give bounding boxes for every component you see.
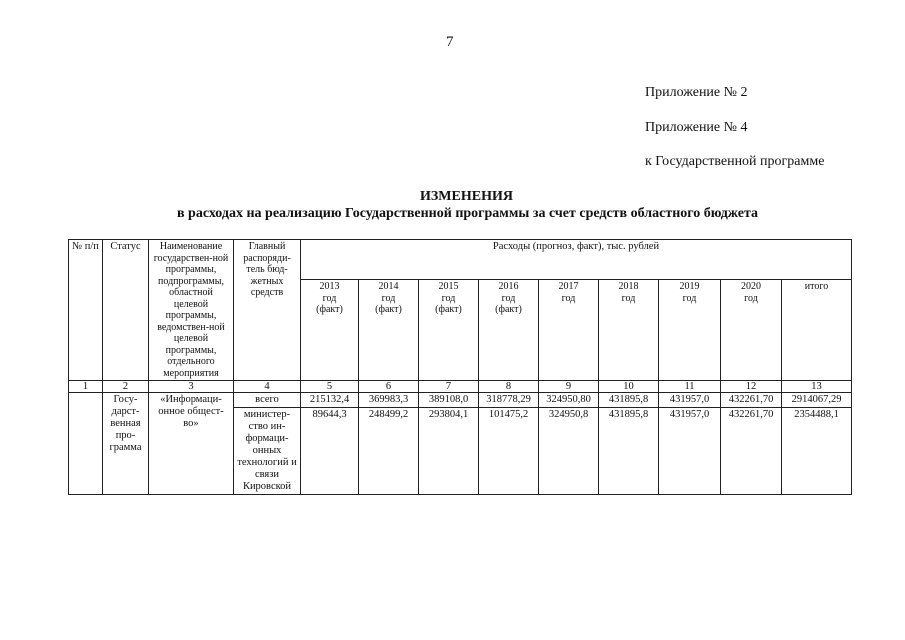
- annex-reference-2: Приложение № 2: [645, 85, 748, 100]
- header-budget-manager: Главный распоряди-тель бюд-жетных средств: [234, 240, 301, 381]
- column-number: 2: [103, 381, 149, 393]
- value-cell: 215132,4: [301, 393, 359, 408]
- table-row: [69, 393, 852, 408]
- header-year: 2020 год: [721, 280, 782, 381]
- column-number: 3: [149, 381, 234, 393]
- row-num-cell: [69, 393, 103, 495]
- annex-reference-4: Приложение № 4: [645, 120, 748, 135]
- header-program-name: Наименование государствен-ной программы, подпрограммы, областной целевой программы, ведомствен-ной целевой программы, отдельного мероприятия: [149, 240, 234, 381]
- column-number: 9: [539, 381, 599, 393]
- value-cell: 101475,2: [479, 408, 539, 495]
- annex-program-reference: к Государственной программе: [645, 154, 825, 169]
- value-cell: 431957,0: [659, 393, 721, 408]
- value-cell: 324950,80: [539, 393, 599, 408]
- value-cell: 431957,0: [659, 408, 721, 495]
- column-number: 6: [359, 381, 419, 393]
- header-status: Статус: [103, 240, 149, 381]
- header-expenses: Расходы (прогноз, факт), тыс. рублей: [301, 240, 852, 280]
- value-cell: 431895,8: [599, 408, 659, 495]
- row-manager-cell: министер-ство ин-формаци-онных технологий и связи Кировской: [234, 408, 301, 495]
- row-program-name-cell: «Информаци-онное общест-во»: [149, 393, 234, 495]
- column-number: 7: [419, 381, 479, 393]
- table-header-row: [69, 240, 852, 280]
- page-number: 7: [446, 34, 454, 50]
- header-year: 2019 год: [659, 280, 721, 381]
- total-cell: 2354488,1: [782, 408, 852, 495]
- header-year: 2018 год: [599, 280, 659, 381]
- row-manager-cell: всего: [234, 393, 301, 408]
- column-number: 8: [479, 381, 539, 393]
- header-year: 2013 год (факт): [301, 280, 359, 381]
- column-number: 11: [659, 381, 721, 393]
- value-cell: 432261,70: [721, 393, 782, 408]
- value-cell: 432261,70: [721, 408, 782, 495]
- row-status-cell: Госу-дарст-венная про-грамма: [103, 393, 149, 495]
- header-year: 2014 год (факт): [359, 280, 419, 381]
- header-num: № п/п: [69, 240, 103, 381]
- total-cell: 2914067,29: [782, 393, 852, 408]
- value-cell: 293804,1: [419, 408, 479, 495]
- value-cell: 248499,2: [359, 408, 419, 495]
- title-subheading: в расходах на реализацию Государственной программы за счет средств областного бюджета: [176, 206, 759, 221]
- document-title: [0, 188, 905, 222]
- value-cell: 431895,8: [599, 393, 659, 408]
- header-year: 2016 год (факт): [479, 280, 539, 381]
- column-number: 13: [782, 381, 852, 393]
- column-number: 5: [301, 381, 359, 393]
- header-total: итого: [782, 280, 852, 381]
- column-number: 10: [599, 381, 659, 393]
- column-number: 1: [69, 381, 103, 393]
- column-number: 4: [234, 381, 301, 393]
- budget-changes-table: [68, 239, 852, 495]
- value-cell: 89644,3: [301, 408, 359, 495]
- value-cell: 369983,3: [359, 393, 419, 408]
- value-cell: 318778,29: [479, 393, 539, 408]
- title-heading: ИЗМЕНЕНИЯ: [420, 189, 513, 204]
- header-year: 2015 год (факт): [419, 280, 479, 381]
- value-cell: 324950,8: [539, 408, 599, 495]
- column-number-row: [69, 381, 852, 393]
- column-number: 12: [721, 381, 782, 393]
- header-year: 2017 год: [539, 280, 599, 381]
- value-cell: 389108,0: [419, 393, 479, 408]
